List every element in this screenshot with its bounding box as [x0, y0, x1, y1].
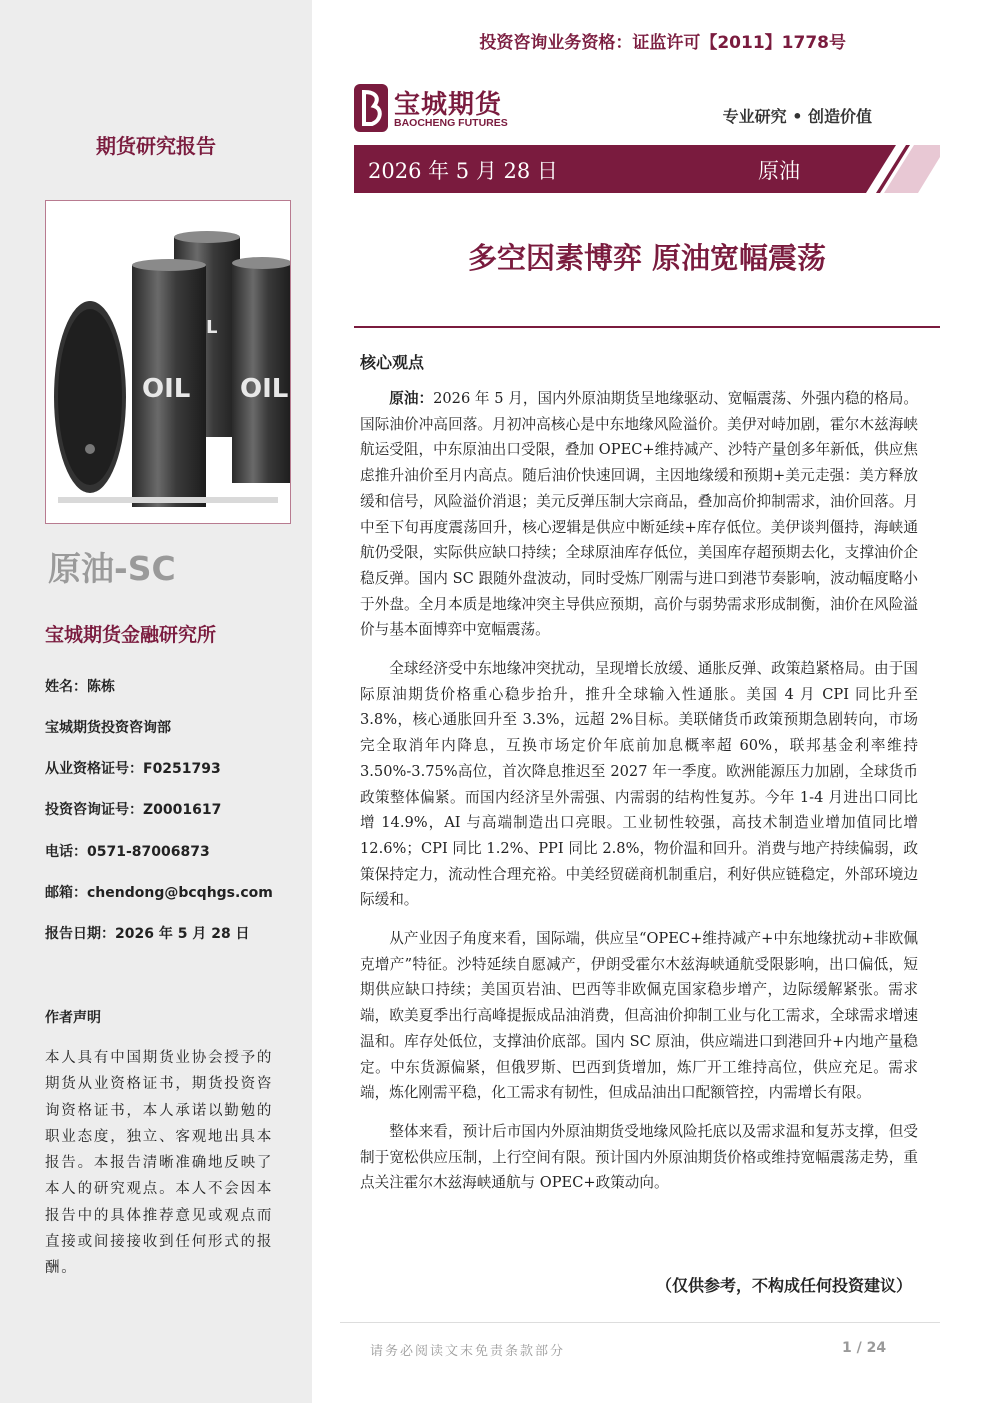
report-date: 报告日期：2026 年 5 月 28 日	[45, 926, 250, 942]
company-logo	[354, 84, 534, 132]
banner-category: 原油	[758, 159, 800, 183]
paragraph: 全球经济受中东地缘冲突扰动，呈现增长放缓、通胀反弹、政策趋紧格局。由于国际原油期货价格重心稳步抬升，推升全球输入性通胀。美国 4 月 CPI 同比升至 3.8%，核心通胀回升至 3.3%，远超 2%目标。美联储货币政策预期急剧转向，市场完全取消年内降息，互换市场定价年底前加息概率超 60%，联邦基金利率维持 3.50%-3.75%高位，首次降息推迟至 2027 年一季度。欧洲能源压力加剧，全球货币政策整体偏紧。而国内经济呈外需强、内需弱的结构性复苏。今年 1-4 月进出口同比增 14.9%，AI 与高端制造出口亮眼。工业韧性较强，高技术制造业增加值同比增 12.6%；CPI 同比 1.2%、PPI 同比 2.8%，物价温和回升。消费与地产持续偏弱，政策保持定力，流动性合理充裕。中美经贸磋商机制重启，利好供应链稳定，外部环境边际缓和。	[360, 660, 918, 909]
analyst-name: 姓名：陈栋	[45, 679, 115, 695]
report-title: 多空因素博弈 原油宽幅震荡	[467, 241, 827, 275]
logo-mark-icon	[354, 84, 388, 132]
oil-barrels-image	[45, 200, 291, 524]
paragraph: 整体来看，预计后市国内外原油期货受地缘风险托底以及需求温和复苏支撑，但受制于宽松供应压制，上行空间有限。预计国内外原油期货价格或维持宽幅震荡走势，重点关注霍尔木兹海峡通航与 OPEC+政策动向。	[360, 1122, 918, 1192]
investment-disclaimer: （仅供参考，不构成任何投资建议）	[655, 1276, 912, 1295]
title-divider	[354, 326, 940, 328]
paragraph: 从产业因子角度来看，国际端，供应呈“OPEC+维持减产+中东地缘扰动+非欧佩克增产”特征。沙特延续自愿减产，伊朗受霍尔木兹海峡通航受限影响，出口偏低，短期供应缺口持续；美国页岩油、巴西等非欧佩克国家稳步增产，边际缓解紧张。需求端，欧美夏季出行高峰提振成品油消费，但高油价抑制工业与化工需求，全球需求增速温和。库存处低位，支撑油价底部。国内 SC 原油，供应端进口到港回升+内地产量稳定。中东货源偏紧，但俄罗斯、巴西到货增加，炼厂开工维持高位，供应充足。需求端，炼化刚需平稳，化工需求有韧性，但成品油出口配额管控，内需增长有限。	[360, 930, 918, 1102]
footer-divider	[340, 1322, 940, 1323]
oil-barrels-illustration	[46, 201, 290, 523]
report-body	[360, 386, 918, 1209]
phone-number: 电话：0571-87006873	[45, 844, 210, 860]
lead-label: 原油：	[389, 390, 434, 407]
paragraph	[360, 386, 918, 643]
barrel-label-middle: OIL	[142, 374, 191, 404]
declaration-title: 作者声明	[45, 1010, 101, 1026]
logo-english-text: BAOCHENG FUTURES	[394, 117, 508, 129]
section-title: 核心观点	[360, 353, 425, 372]
report-type-label: 期货研究报告	[96, 134, 216, 158]
qualification-number: 从业资格证号：F0251793	[45, 761, 221, 777]
consulting-number: 投资咨询证号：Z0001617	[45, 802, 222, 818]
page-number: 1 / 24	[842, 1340, 887, 1356]
barrel-label-back: L	[206, 317, 218, 338]
email-address: 邮箱：chendong@bcqhgs.com	[45, 885, 273, 901]
barrel-label-right: OIL	[240, 374, 289, 404]
declaration-text: 本人具有中国期货业协会授予的期货从业资格证书，期货投资咨询资格证书，本人承诺以勤勉的职业态度，独立、客观地出具本报告。本报告清晰准确地反映了本人的研究观点。本人不会因本报告中的具体推荐意见或观点而直接或间接接收到任何形式的报酬。	[45, 1050, 274, 1277]
department: 宝城期货投资咨询部	[45, 720, 171, 736]
paragraph-text: 2026 年 5 月，国内外原油期货呈地缘驱动、宽幅震荡、外强内稳的格局。国际油价冲高回落。月初冲高核心是中东地缘风险溢价。美伊对峙加剧，霍尔木兹海峡航运受阻，中东原油出口受限，叠加 OPEC+维持减产、沙特产量创多年新低，供应焦虑推升油价至月内高点。随后油价快速回调，主因地缘缓和预期+美元走强：美方释放缓和信号，风险溢价消退；美元反弹压制大宗商品，叠加高价抑制需求，油价回落。月中至下旬再度震荡回升，核心逻辑是供应中断延续+库存低位。美伊谈判僵持，海峡通航仍受限，实际供应缺口持续；全球原油库存低位，美国库存超预期去化，支撑油价企稳反弹。国内 SC 跟随外盘波动，同时受炼厂刚需与进口到港节奏影响，波动幅度略小于外盘。全月本质是地缘冲突主导供应预期，高价与弱势需求形成制衡，油价在风险溢价与基本面博弈中宽幅震荡。	[360, 390, 918, 639]
sidebar	[0, 0, 312, 1403]
logo-chinese-text: 宝城期货	[394, 90, 503, 120]
institute-name: 宝城期货金融研究所	[45, 624, 217, 646]
slogan: 专业研究 • 创造价值	[722, 107, 872, 126]
banner-date: 2026 年 5 月 28 日	[368, 159, 558, 183]
product-name: 原油-SC	[48, 549, 176, 588]
footer-note: 请务必阅读文末免责条款部分	[370, 1344, 566, 1359]
license-info: 投资咨询业务资格：证监许可【2011】1778号	[479, 33, 846, 53]
date-banner	[354, 145, 940, 193]
